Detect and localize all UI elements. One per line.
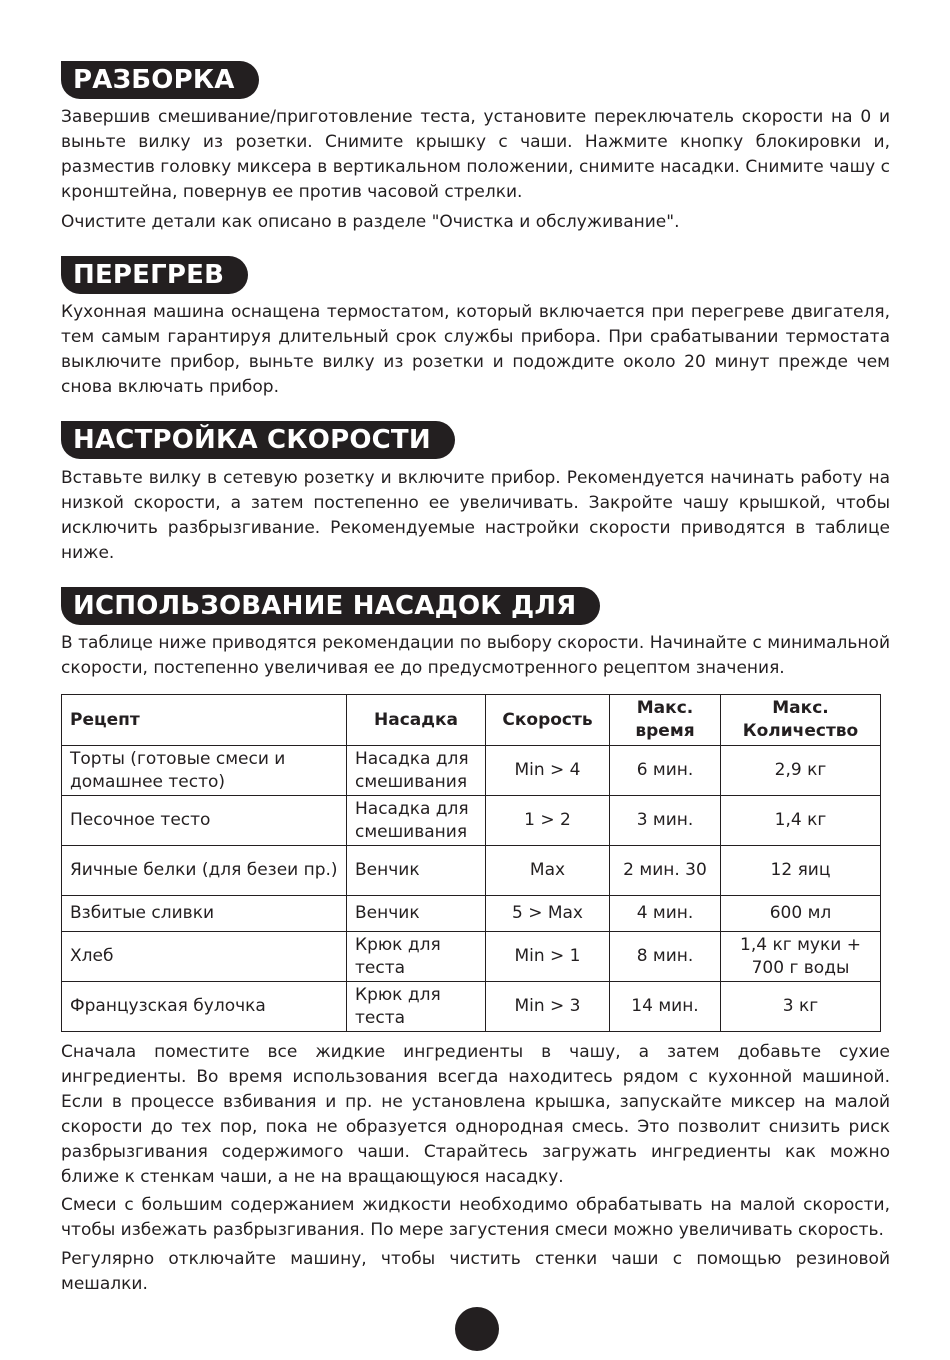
table-cell: 1,4 кг xyxy=(721,796,881,846)
table-cell: 14 мин. xyxy=(610,982,721,1032)
table-cell: 8 мин. xyxy=(610,932,721,982)
section-heading-disassembly xyxy=(61,61,259,99)
table-cell: 3 кг xyxy=(721,982,881,1032)
table-cell: 1,4 кг муки + 700 г воды xyxy=(721,932,881,982)
section-title: РАЗБОРКА xyxy=(61,61,259,99)
section-heading-attachments xyxy=(61,587,600,625)
table-cell: 600 мл xyxy=(721,896,881,932)
table-cell: Торты (готовые смеси и домашнее тесто) xyxy=(62,746,347,796)
table-cell: 5 > Max xyxy=(486,896,610,932)
table-cell: Min > 4 xyxy=(486,746,610,796)
table-cell: 12 яиц xyxy=(721,846,881,896)
table-header-cell: Рецепт xyxy=(62,695,347,746)
table-header-cell: Макс. время xyxy=(610,695,721,746)
table-cell: Французская булочка xyxy=(62,982,347,1032)
table-cell: Насадка для смешивания xyxy=(347,746,486,796)
table-header-cell: Макс. Количество xyxy=(721,695,881,746)
paragraph: Смеси с большим содержанием жидкости необходимо обрабатывать на малой скорости, чтобы избежать разбрызгивания. По мере загустения смеси можно увеличивать скорость. xyxy=(61,1195,890,1240)
table-row xyxy=(62,982,881,1032)
table-row xyxy=(62,896,881,932)
table-cell: Венчик xyxy=(347,896,486,932)
table-row xyxy=(62,932,881,982)
speed-table xyxy=(61,694,881,1032)
table-cell: Max xyxy=(486,846,610,896)
table-cell: Хлеб xyxy=(62,932,347,982)
section-title: НАСТРОЙКА СКОРОСТИ xyxy=(61,421,455,459)
paragraph: Очистите детали как описано в разделе "Очистка и обслуживание". xyxy=(61,212,680,232)
table-header-cell: Насадка xyxy=(347,695,486,746)
table-cell: Взбитые сливки xyxy=(62,896,347,932)
table-cell: Яичные белки (для безеи пр.) xyxy=(62,846,347,896)
table-cell: 2,9 кг xyxy=(721,746,881,796)
table-cell: 2 мин. 30 xyxy=(610,846,721,896)
table-header-row xyxy=(62,695,881,746)
paragraph: Регулярно отключайте машину, чтобы чистить стенки чаши с помощью резиновой мешалки. xyxy=(61,1249,890,1294)
table-row xyxy=(62,796,881,846)
table-row xyxy=(62,846,881,896)
table-cell: Насадка для смешивания xyxy=(347,796,486,846)
table-cell: Венчик xyxy=(347,846,486,896)
section-title: ПЕРЕГРЕВ xyxy=(61,256,248,294)
table-cell: Песочное тесто xyxy=(62,796,347,846)
section-title: ИСПОЛЬЗОВАНИЕ НАСАДОК ДЛЯ xyxy=(61,587,600,625)
table-cell: Крюк для теста xyxy=(347,932,486,982)
paragraph: В таблице ниже приводятся рекомендации по выбору скорости. Начинайте с минимальной скорости, постепенно увеличивая ее до предусмотренного рецептом значения. xyxy=(61,633,890,678)
table-cell: Min > 3 xyxy=(486,982,610,1032)
table-cell: 3 мин. xyxy=(610,796,721,846)
table-row xyxy=(62,746,881,796)
paragraph: Вставьте вилку в сетевую розетку и включите прибор. Рекомендуется начинать работу на низкой скорости, а затем постепенно ее увеличивать. Закройте чашу крышкой, чтобы исключить разбрызгивание. Рекомендуемые настройки скорости приводятся в таблице ниже. xyxy=(61,468,890,563)
table-cell: 4 мин. xyxy=(610,896,721,932)
paragraph: Кухонная машина оснащена термостатом, который включается при перегреве двигателя, тем самым гарантируя длительный срок службы прибора. При срабатывании термостата выключите прибор, выньте вилку из розетки и подождите около 20 минут прежде чем снова включать прибор. xyxy=(61,302,890,397)
section-heading-speed-setting xyxy=(61,421,455,459)
page-number-marker xyxy=(455,1307,499,1351)
table-cell: 6 мин. xyxy=(610,746,721,796)
paragraph: Завершив смешивание/приготовление теста, установите переключатель скорости на 0 и выньте вилку из розетки. Снимите крышку с чаши. Нажмите кнопку блокировки и, разместив головку миксера в вертикальном положении, снимите насадки. Снимите чашу с кронштейна, повернув ее против часовой стрелки. xyxy=(61,107,890,202)
section-heading-overheating xyxy=(61,256,248,294)
table-header-cell: Скорость xyxy=(486,695,610,746)
paragraph: Сначала поместите все жидкие ингредиенты в чашу, а затем добавьте сухие ингредиенты. Во время использования всегда находитесь рядом с кухонной машиной. Если в процессе взбивания и пр. не установлена крышка, запускайте миксер на малой скорости до тех пор, пока не образуется однородная смесь. Это позволит снизить риск разбрызгивания содержимого чаши. Старайтесь загружать ингредиенты как можно ближе к стенкам чаши, а не на вращающуюся насадку. xyxy=(61,1042,890,1187)
table-cell: Min > 1 xyxy=(486,932,610,982)
table-cell: 1 > 2 xyxy=(486,796,610,846)
table-cell: Крюк для теста xyxy=(347,982,486,1032)
